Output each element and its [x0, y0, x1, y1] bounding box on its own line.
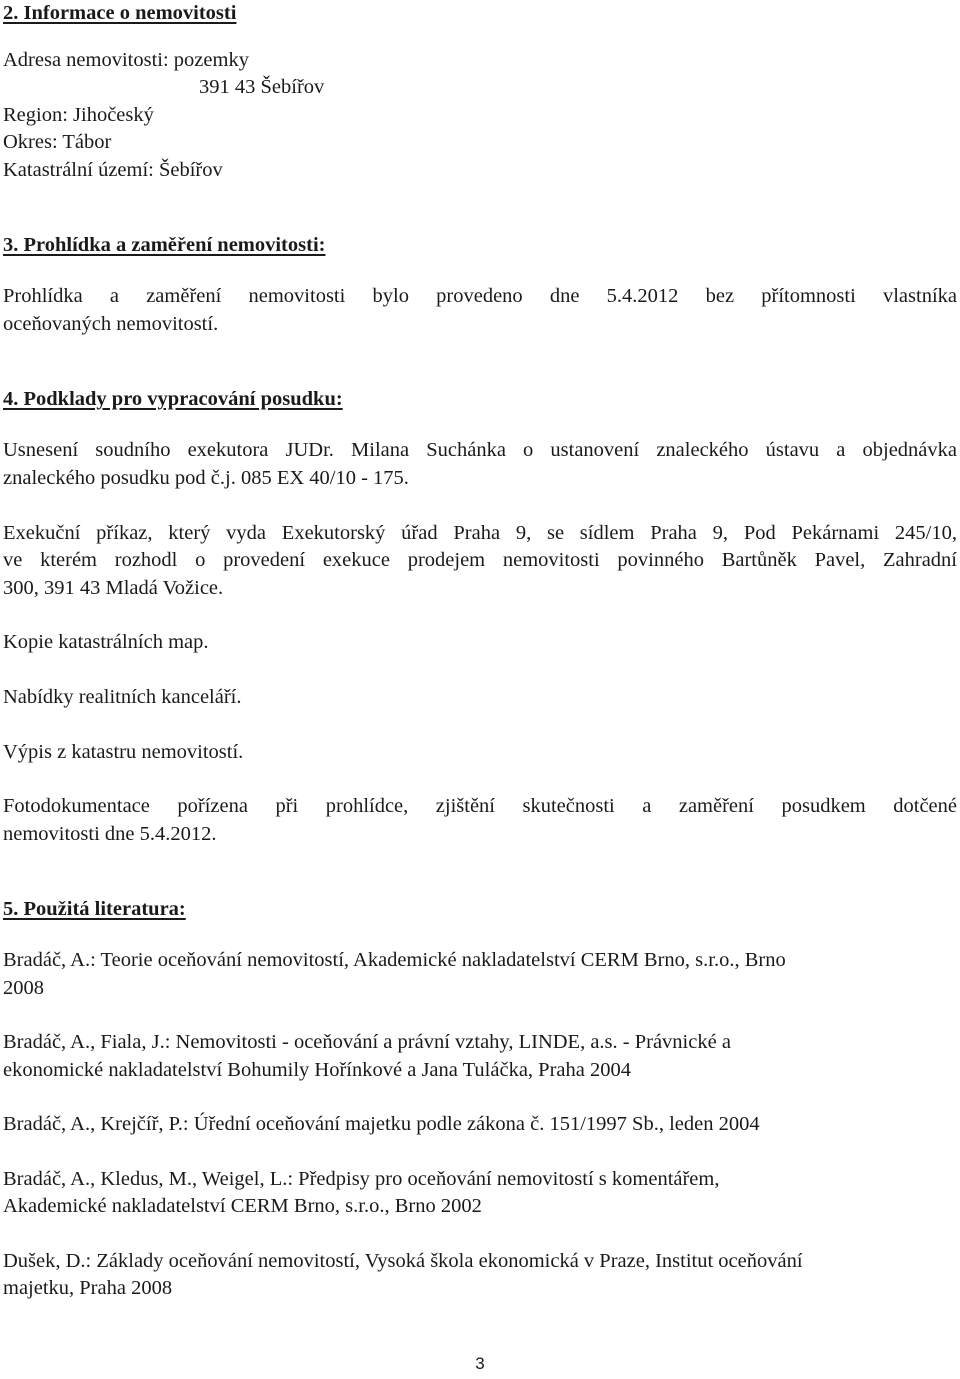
address-line: Adresa nemovitosti: pozemky — [3, 49, 249, 71]
cadastral-area-line: Katastrální území: Šebířov — [3, 159, 223, 181]
inspection-text-line-1: Prohlídka a zaměření nemovitosti bylo provedeno dne 5.4.2012 bez přítomnosti vlastníka — [3, 285, 957, 307]
sources-realty-offers: Nabídky realitních kanceláří. — [3, 686, 242, 708]
inspection-text-line-2: oceňovaných nemovitostí. — [3, 313, 219, 335]
literature-ref-2-line-2: ekonomické nakladatelství Bohumily Hořínkové a Jana Tuláčka, Praha 2004 — [3, 1059, 631, 1081]
section-5-heading: 5. Použitá literatura: — [3, 898, 186, 920]
sources-cadastral-maps: Kopie katastrálních map. — [3, 631, 209, 653]
section-3-heading: 3. Prohlídka a zaměření nemovitosti: — [3, 234, 326, 256]
literature-ref-5-line-2: majetku, Praha 2008 — [3, 1277, 173, 1299]
section-4-heading: 4. Podklady pro vypracování posudku: — [3, 388, 343, 410]
literature-ref-4-line-2: Akademické nakladatelství CERM Brno, s.r.o., Brno 2002 — [3, 1195, 482, 1217]
address-postal-line: 391 43 Šebířov — [199, 76, 325, 98]
sources-paragraph-2-line-2: ve kterém rozhodl o provedení exekuce prodejem nemovitosti povinného Bartůněk Pavel, Zahradní — [3, 549, 957, 571]
sources-photo-documentation-line-1: Fotodokumentace pořízena při prohlídce, zjištění skutečnosti a zaměření posudkem dotčené — [3, 795, 957, 817]
literature-ref-2-line-1: Bradáč, A., Fiala, J.: Nemovitosti - oceňování a právní vztahy, LINDE, a.s. - Právnické a — [3, 1031, 731, 1053]
sources-paragraph-2-line-3: 300, 391 43 Mladá Vožice. — [3, 577, 224, 599]
sources-paragraph-1-line-1: Usnesení soudního exekutora JUDr. Milana Suchánka o ustanovení znaleckého ústavu a objednávka — [3, 439, 957, 461]
section-2-heading: 2. Informace o nemovitosti — [3, 2, 237, 24]
literature-ref-1-line-1: Bradáč, A.: Teorie oceňování nemovitostí, Akademické nakladatelství CERM Brno, s.r.o., Brno — [3, 949, 786, 971]
literature-ref-3: Bradáč, A., Krejčíř, P.: Úřední oceňování majetku podle zákona č. 151/1997 Sb., leden 2004 — [3, 1113, 760, 1135]
page-number: 3 — [475, 1354, 485, 1373]
sources-photo-documentation-line-2: nemovitosti dne 5.4.2012. — [3, 823, 217, 845]
literature-ref-5-line-1: Dušek, D.: Základy oceňování nemovitostí, Vysoká škola ekonomická v Praze, Institut oceňování — [3, 1250, 803, 1272]
region-line: Region: Jihočeský — [3, 104, 154, 126]
literature-ref-4-line-1: Bradáč, A., Kledus, M., Weigel, L.: Předpisy pro oceňování nemovitostí s komentářem, — [3, 1168, 720, 1190]
sources-cadastre-extract: Výpis z katastru nemovitostí. — [3, 741, 244, 763]
sources-paragraph-1-line-2: znaleckého posudku pod č.j. 085 EX 40/10 - 175. — [3, 467, 409, 489]
sources-paragraph-2-line-1: Exekuční příkaz, který vyda Exekutorský úřad Praha 9, se sídlem Praha 9, Pod Pekárnami 245/10, — [3, 522, 957, 544]
district-line: Okres: Tábor — [3, 131, 112, 153]
literature-ref-1-line-2: 2008 — [3, 977, 44, 999]
